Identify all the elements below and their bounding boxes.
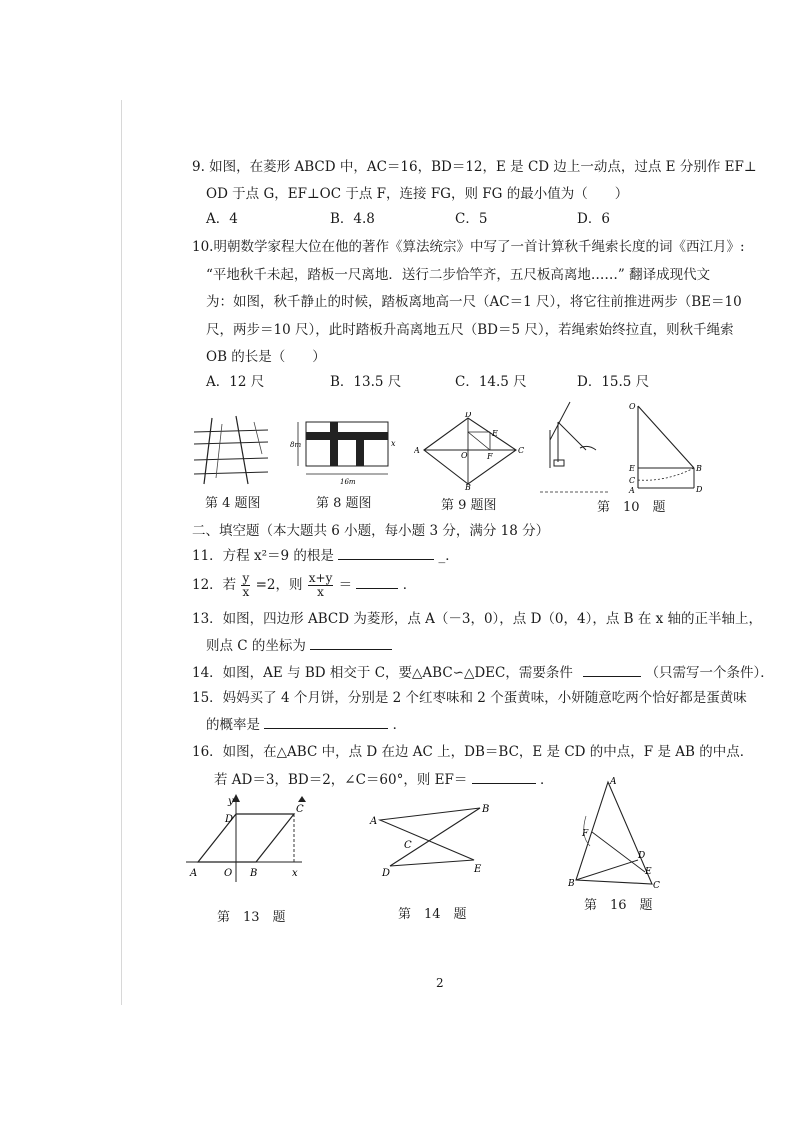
figure-13-label-a: A bbox=[190, 868, 198, 879]
figure-9-caption: 第 9 题图 bbox=[441, 498, 497, 513]
q12-answer-blank bbox=[356, 576, 398, 589]
figure-4-caption: 第 4 题图 bbox=[205, 496, 261, 511]
figure-16-label-c: C bbox=[653, 881, 660, 888]
q14-tail: （只需写一个条件）． bbox=[645, 665, 774, 681]
q9-line2: OD 于点 G，EF⊥OC 于点 F，连接 FG，则 FG 的最小值为（ ） bbox=[206, 186, 629, 202]
figure-16 bbox=[568, 776, 664, 888]
q11-answer-blank bbox=[338, 547, 434, 560]
figure-10-label-e: E bbox=[629, 464, 635, 473]
q12-eq: ＝ bbox=[338, 577, 353, 593]
figure-13-caption: 第 13 题 bbox=[217, 910, 286, 925]
figure-16-label-a: A bbox=[610, 777, 617, 787]
binding-margin-line bbox=[121, 100, 122, 1005]
q10-option-d: D．15.5 尺 bbox=[577, 374, 650, 390]
q10-option-c: C．14.5 尺 bbox=[455, 374, 527, 390]
figure-9-label-d: D bbox=[465, 412, 472, 419]
q12-prefix: 12．若 bbox=[192, 577, 237, 593]
q10-line4: 尺，两步＝10 尺），此时踏板升高离地五尺（BD＝5 尺），若绳索始终拉直，则秋千绳索 bbox=[206, 322, 734, 338]
q10-option-b: B．13.5 尺 bbox=[330, 374, 402, 390]
figure-9-label-o: O bbox=[461, 451, 468, 460]
figure-16-caption: 第 16 题 bbox=[584, 898, 653, 913]
figure-10-scene bbox=[540, 400, 610, 495]
figure-16-label-e: E bbox=[645, 867, 652, 877]
q11-tail: _． bbox=[438, 548, 459, 564]
q14-text: 14．如图，AE 与 BD 相交于 C，要△ABC∽△DEC，需要条件 bbox=[192, 665, 573, 681]
figure-13-label-o: O bbox=[224, 868, 233, 879]
figure-14-caption: 第 14 题 bbox=[398, 907, 467, 922]
figure-9-label-f: F bbox=[487, 452, 493, 461]
q16-line2-wrap bbox=[214, 771, 553, 789]
q12-fraction-2-numerator: x+y bbox=[308, 571, 333, 585]
q16-line2: 若 AD＝3，BD＝2，∠C＝60°，则 EF＝ bbox=[214, 772, 468, 788]
q12-fraction-1 bbox=[241, 572, 250, 599]
q15-line2: 的概率是 bbox=[206, 717, 260, 733]
section2-heading: 二、填空题（本大题共 6 小题，每小题 3 分，满分 18 分） bbox=[192, 523, 550, 539]
figure-14-label-a: A bbox=[370, 816, 378, 827]
q10-line1: 10.明朝数学家程大位在他的著作《算法统宗》中写了一首计算秋千绳索长度的词《西江月》: bbox=[192, 239, 745, 255]
q12-fraction-1-denominator: x bbox=[242, 585, 250, 599]
q15-end: ． bbox=[392, 717, 407, 733]
q12-fraction-2-denominator: x bbox=[317, 585, 324, 599]
q9-option-c: C．5 bbox=[455, 211, 488, 227]
q13-line2: 则点 C 的坐标为 bbox=[206, 638, 306, 654]
figure-9 bbox=[414, 412, 524, 490]
figure-10-label-b: B bbox=[696, 464, 702, 473]
q10-line5: OB 的长是（ ） bbox=[206, 349, 326, 365]
q10-line2: “平地秋千未起，踏板一尺离地．送行二步恰竿齐，五尺板高离地……” 翻译成现代文 bbox=[206, 267, 711, 283]
q14-answer-blank bbox=[583, 664, 641, 677]
figure-10-caption: 第 10 题 bbox=[597, 500, 666, 515]
q16-answer-blank bbox=[472, 771, 536, 784]
figure-8-width-label: 16m bbox=[340, 478, 356, 486]
figure-13-label-d: D bbox=[225, 814, 234, 825]
figure-9-label-e: E bbox=[492, 429, 498, 438]
figure-14 bbox=[368, 800, 492, 880]
figure-9-label-b: B bbox=[465, 483, 471, 490]
figure-10-label-o: O bbox=[629, 402, 636, 411]
figure-14-label-d: D bbox=[382, 868, 391, 879]
figure-9-label-a: A bbox=[414, 446, 420, 455]
figure-16-label-b: B bbox=[568, 879, 575, 888]
figure-8-x-label: x bbox=[391, 439, 396, 448]
figure-4 bbox=[192, 414, 272, 486]
figure-14-label-b: B bbox=[482, 804, 490, 815]
figure-16-label-d: D bbox=[638, 851, 646, 861]
figure-10-label-d: D bbox=[696, 485, 703, 494]
q9-line1: 9. 如图，在菱形 ABCD 中，AC＝16，BD＝12，E 是 CD 边上一动点，过点 E 分别作 EF⊥ bbox=[192, 159, 757, 175]
q12-mid: =2，则 bbox=[255, 577, 303, 593]
q9-option-d: D．6 bbox=[577, 211, 610, 227]
q9-option-b: B．4.8 bbox=[330, 211, 375, 227]
figure-13-label-c: C bbox=[296, 804, 304, 815]
q12-fraction-2 bbox=[308, 572, 334, 599]
figure-14-label-e: E bbox=[474, 864, 482, 875]
figure-13 bbox=[184, 792, 308, 884]
figure-10-diagram bbox=[626, 400, 706, 496]
q16-line1: 16．如图，在△ABC 中，点 D 在边 AC 上，DB＝BC，E 是 CD 的中点，F 是 AB 的中点． bbox=[192, 744, 754, 760]
figure-10-label-c: C bbox=[629, 476, 636, 485]
figure-10-label-a: A bbox=[629, 486, 635, 495]
q13-answer-blank bbox=[310, 637, 392, 650]
q15-line1: 15．妈妈买了 4 个月饼，分别是 2 个红枣味和 2 个蛋黄味，小妍随意吃两个恰好都是蛋黄味 bbox=[192, 690, 747, 706]
figure-14-label-c: C bbox=[404, 840, 412, 851]
q11 bbox=[192, 547, 459, 565]
q16-end: ． bbox=[539, 772, 554, 788]
q10-option-a: A．12 尺 bbox=[206, 374, 265, 390]
q11-text: 11．方程 x²＝9 的根是 bbox=[192, 548, 334, 564]
q14 bbox=[192, 664, 774, 682]
q9-option-a: A．4 bbox=[206, 211, 238, 227]
figure-13-label-x: x bbox=[292, 868, 298, 879]
q13-line1: 13．如图，四边形 ABCD 为菱形，点 A（－3，0），点 D（0，4），点 B 在 x 轴的正半轴上， bbox=[192, 611, 763, 627]
figure-8 bbox=[290, 416, 398, 488]
figure-9-label-c: C bbox=[518, 446, 524, 455]
q15-line2-wrap bbox=[206, 716, 406, 734]
q15-answer-blank bbox=[264, 716, 388, 729]
figure-13-label-y: y bbox=[228, 796, 234, 807]
q10-line3: 为：如图，秋千静止的时候，踏板离地高一尺（AC＝1 尺），将它往前推进两步（BE＝10 bbox=[206, 294, 742, 310]
figure-16-label-f: F bbox=[582, 829, 589, 839]
page-number: 2 bbox=[436, 976, 444, 990]
q12-end: ． bbox=[402, 577, 417, 593]
q12 bbox=[192, 570, 416, 600]
figure-8-caption: 第 8 题图 bbox=[316, 496, 372, 511]
figure-13-label-b: B bbox=[250, 868, 258, 879]
q13-line2-wrap bbox=[206, 637, 392, 655]
q12-fraction-1-numerator: y bbox=[242, 571, 250, 585]
figure-8-height-label: 8m bbox=[290, 441, 302, 449]
